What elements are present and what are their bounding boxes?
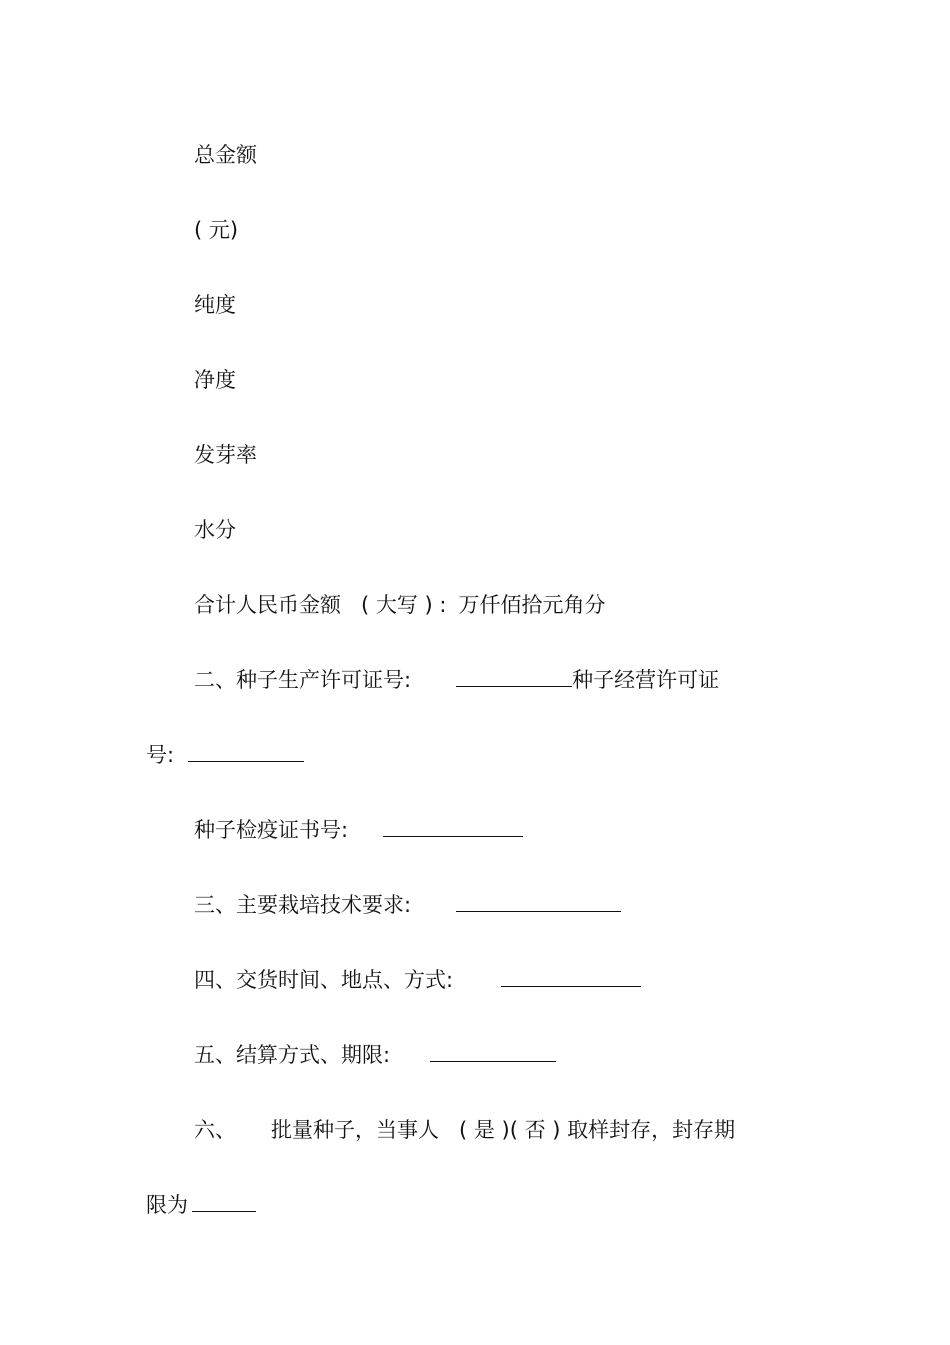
cultivation-requirements-label: 三、主要栽培技术要求: xyxy=(194,893,412,917)
total-rmb-label: 合计人民币金额 xyxy=(194,593,341,617)
business-license-label-end: 号: xyxy=(146,743,175,767)
section-4-line xyxy=(194,966,641,994)
field-cleanliness: 净度 xyxy=(194,368,236,392)
sealing-period-blank[interactable] xyxy=(192,1191,256,1212)
section-6-number: 六、 xyxy=(194,1118,236,1142)
batch-seed-text: 批量种子，当事人 xyxy=(271,1118,439,1142)
section-6-line xyxy=(194,1116,735,1144)
section-2-continued xyxy=(146,741,304,769)
production-license-blank[interactable] xyxy=(456,666,572,687)
total-rmb-line xyxy=(194,591,606,619)
delivery-label: 四、交货时间、地点、方式: xyxy=(194,968,454,992)
total-rmb-units: 万仟佰拾元角分 xyxy=(458,593,606,617)
quarantine-label: 种子检疫证书号: xyxy=(194,818,349,842)
delivery-blank[interactable] xyxy=(501,966,641,987)
cultivation-requirements-blank[interactable] xyxy=(456,891,621,912)
field-purity: 纯度 xyxy=(194,293,236,317)
quarantine-blank[interactable] xyxy=(383,816,523,837)
sealing-choice-text: ( 是 )( 否 ) 取样封存，封存期 xyxy=(459,1118,736,1142)
field-total-amount: 总金额 xyxy=(194,143,257,167)
production-license-label: 二、种子生产许可证号: xyxy=(194,668,412,692)
field-moisture: 水分 xyxy=(194,518,236,542)
total-rmb-daxie: ( 大写 ) : xyxy=(361,593,447,617)
field-germination-rate: 发芽率 xyxy=(194,443,257,467)
business-license-label: 种子经营许可证 xyxy=(572,668,720,692)
settlement-blank[interactable] xyxy=(430,1041,556,1062)
section-6-continued xyxy=(146,1191,256,1219)
quarantine-line xyxy=(194,816,523,844)
section-3-line xyxy=(194,891,621,919)
section-5-line xyxy=(194,1041,556,1069)
business-license-blank[interactable] xyxy=(188,741,304,762)
settlement-label: 五、结算方式、期限: xyxy=(194,1043,391,1067)
sealing-period-label: 限为 xyxy=(146,1193,188,1217)
field-unit-yuan: ( 元) xyxy=(194,218,239,242)
section-2-line xyxy=(194,666,719,694)
